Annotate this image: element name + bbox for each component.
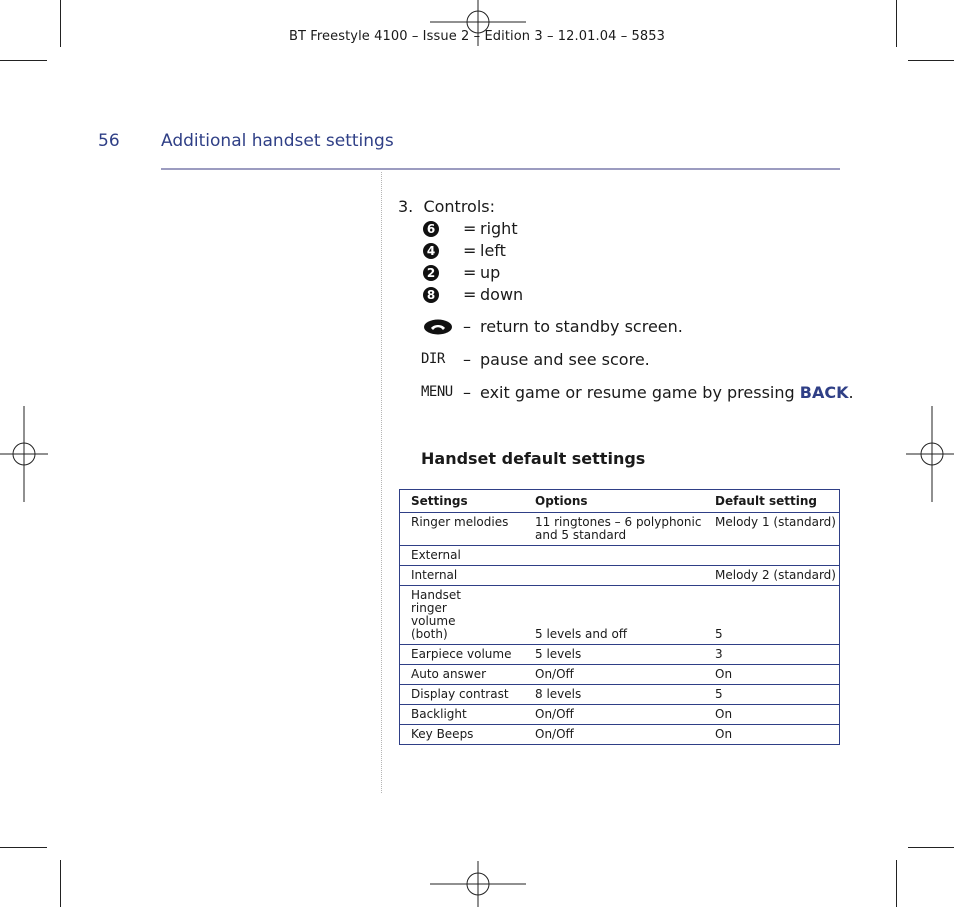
registration-mark-right [906, 406, 954, 502]
back-label: BACK [799, 383, 849, 402]
crop-mark [896, 860, 897, 907]
crop-mark [908, 847, 954, 848]
table-row [400, 513, 840, 546]
default-cell: Melody 2 (standard) [704, 566, 840, 586]
header-rule [161, 168, 840, 170]
setting-cell: Backlight [400, 705, 525, 725]
options-cell: On/Off [524, 725, 704, 745]
document-header: BT Freestyle 4100 – Issue 2 – Edition 3 – 12.01.04 – 5853 [288, 29, 666, 44]
crop-mark [908, 60, 954, 61]
setting-cell: External [400, 546, 525, 566]
key-4-icon: 4 [423, 243, 439, 259]
options-cell: 11 ringtones – 6 polyphonic and 5 standard [524, 513, 704, 546]
options-cell: 8 levels [524, 685, 704, 705]
registration-mark-left [0, 406, 48, 502]
setting-cell: Auto answer [400, 665, 525, 685]
end-call-desc: return to standby screen. [480, 317, 683, 336]
column-header: Settings [400, 490, 525, 513]
default-cell: 5 [704, 586, 840, 645]
setting-cell: Internal [400, 566, 525, 586]
key-sep: = [463, 285, 477, 304]
table-header-row [400, 490, 840, 513]
setting-cell: Key Beeps [400, 725, 525, 745]
default-cell: 3 [704, 645, 840, 665]
table-row [400, 685, 840, 705]
default-cell: On [704, 665, 840, 685]
column-header: Default setting [704, 490, 840, 513]
section-title: Additional handset settings [161, 131, 394, 151]
options-cell: 5 levels and off [524, 586, 704, 645]
menu-sep: – [463, 383, 471, 402]
default-cell: On [704, 705, 840, 725]
menu-desc [480, 383, 854, 402]
menu-desc-suffix: . [848, 383, 854, 402]
crop-mark [60, 860, 61, 907]
dir-softkey: DIR [421, 351, 445, 367]
key-8-icon: 8 [423, 287, 439, 303]
end-call-icon [423, 319, 453, 335]
key-2-icon: 2 [423, 265, 439, 281]
setting-cell: Handset ringer volume (both) [400, 586, 525, 645]
table-row [400, 586, 840, 645]
options-cell [524, 546, 704, 566]
table-row [400, 645, 840, 665]
table-row [400, 566, 840, 586]
options-cell: On/Off [524, 705, 704, 725]
key-sep: = [463, 219, 477, 238]
defaults-heading: Handset default settings [421, 449, 646, 468]
key-desc: up [480, 263, 501, 282]
default-cell: On [704, 725, 840, 745]
crop-mark [0, 60, 47, 61]
key-desc: down [480, 285, 524, 304]
table-row [400, 546, 840, 566]
defaults-table [399, 489, 840, 745]
registration-mark-bottom [430, 861, 526, 907]
default-cell: 5 [704, 685, 840, 705]
dir-desc: pause and see score. [480, 350, 650, 369]
menu-desc-prefix: exit game or resume game by pressing [480, 383, 800, 402]
key-desc: left [480, 241, 506, 260]
dir-sep: – [463, 350, 471, 369]
key-sep: = [463, 241, 477, 260]
setting-cell: Display contrast [400, 685, 525, 705]
setting-cell: Earpiece volume [400, 645, 525, 665]
options-cell: On/Off [524, 665, 704, 685]
default-cell [704, 546, 840, 566]
options-cell [524, 566, 704, 586]
key-desc: right [480, 219, 518, 238]
table-row [400, 725, 840, 745]
menu-softkey: MENU [421, 384, 453, 400]
default-cell: Melody 1 (standard) [704, 513, 840, 546]
key-sep: = [463, 263, 477, 282]
crop-mark [0, 847, 47, 848]
column-header: Options [524, 490, 704, 513]
table-row [400, 705, 840, 725]
setting-cell: Ringer melodies [400, 513, 525, 546]
column-divider [381, 172, 382, 793]
table-row [400, 665, 840, 685]
page-number: 56 [98, 131, 120, 151]
controls-intro: 3. Controls: [398, 197, 495, 216]
options-cell: 5 levels [524, 645, 704, 665]
key-6-icon: 6 [423, 221, 439, 237]
end-call-sep: – [463, 317, 471, 336]
